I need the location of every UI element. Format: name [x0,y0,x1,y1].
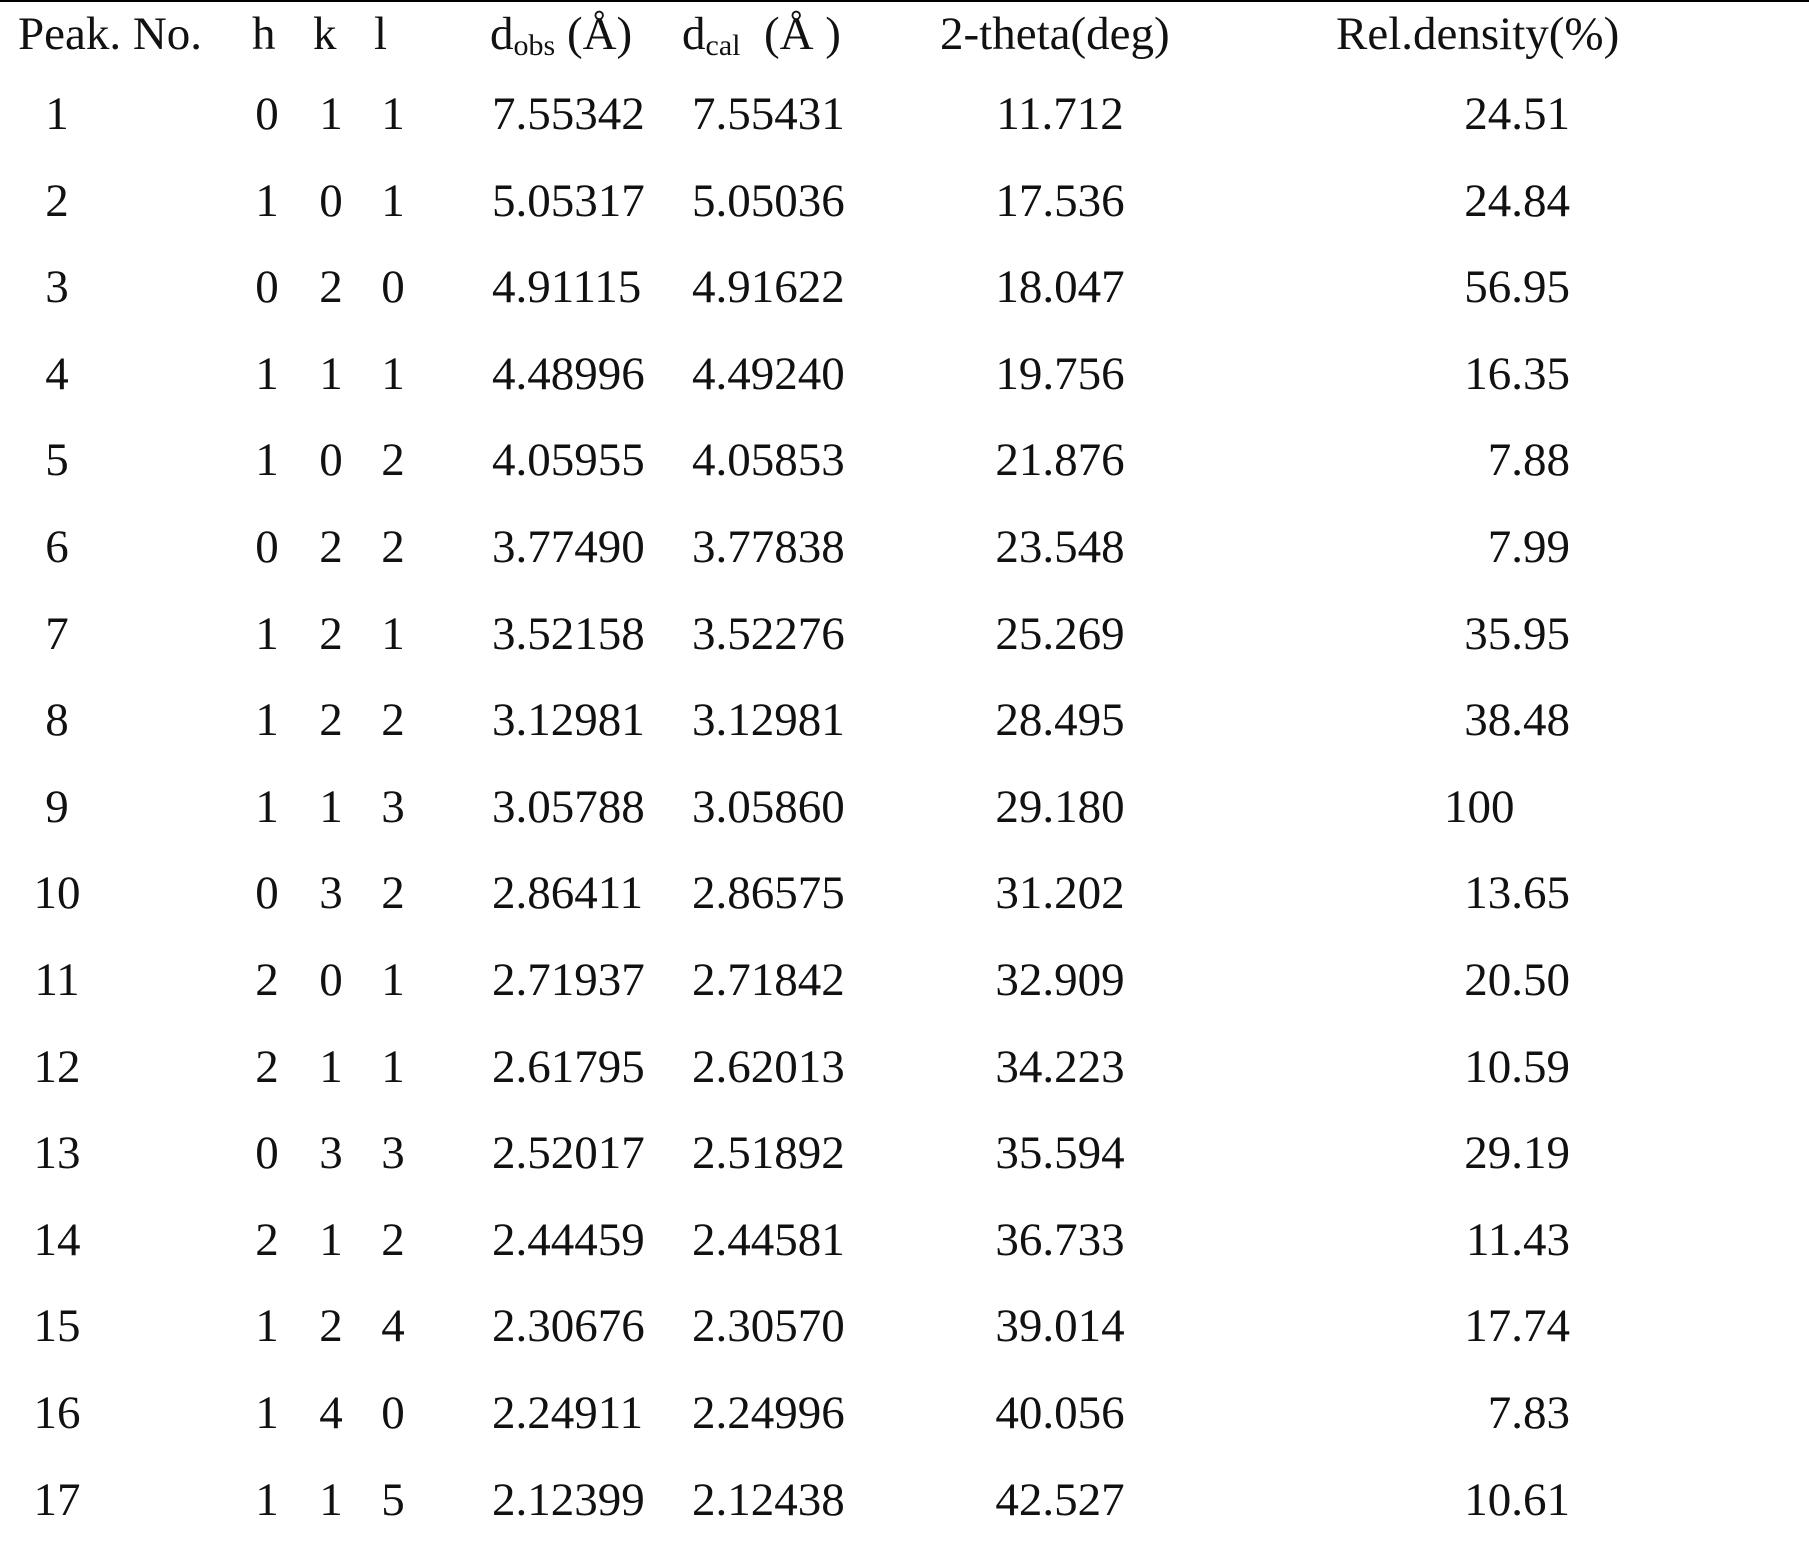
cell-two-theta: 11.712 [996,88,1124,140]
cell-l: 2 [381,867,405,920]
cell-l: 1 [381,88,405,140]
cell-h: 1 [255,1300,279,1353]
table-row [0,255,1809,335]
cell-h: 1 [255,174,279,227]
cell-d-cal: 2.30570 [692,1300,845,1353]
table-row [0,602,1809,682]
cell-l: 2 [381,521,405,573]
cell-h: 0 [255,867,279,920]
cell-two-theta: 36.733 [995,1213,1125,1266]
cell-l: 0 [381,1387,405,1439]
cell-l: 1 [381,1040,405,1093]
table-row [0,861,1809,941]
table-row [0,1294,1809,1374]
cell-k: 1 [319,88,343,140]
cell-peak-no: 13 [33,1127,81,1180]
cell-k: 0 [319,954,343,1006]
cell-k: 1 [319,1040,343,1093]
cell-rel-density: 100 [1444,780,1515,833]
cell-two-theta: 32.909 [995,954,1125,1006]
cell-h: 0 [255,88,279,140]
cell-l: 1 [381,607,405,660]
cell-peak-no: 14 [33,1213,81,1266]
cell-two-theta: 19.756 [995,347,1125,400]
header-dcal-main: d [682,8,706,60]
table-row [0,775,1809,855]
cell-two-theta: 21.876 [995,434,1125,487]
cell-d-cal: 4.49240 [692,347,845,400]
cell-d-obs: 5.05317 [492,174,645,227]
cell-l: 2 [381,694,405,747]
cell-d-obs: 2.52017 [492,1127,645,1180]
cell-peak-no: 4 [45,347,69,400]
cell-k: 2 [319,521,343,573]
cell-d-cal: 2.51892 [692,1127,845,1180]
cell-d-cal: 2.24996 [692,1387,845,1439]
table-row [0,688,1809,768]
header-dcal [682,2,841,66]
header-dobs-main: d [490,8,514,60]
cell-d-cal: 3.05860 [692,780,845,833]
cell-two-theta: 35.594 [995,1127,1125,1180]
cell-d-obs: 2.86411 [492,867,644,920]
cell-peak-no: 5 [45,434,69,487]
cell-h: 2 [255,954,279,1006]
cell-two-theta: 28.495 [995,694,1125,747]
cell-two-theta: 25.269 [995,607,1125,660]
cell-k: 1 [319,347,343,400]
cell-d-cal: 3.12981 [692,694,845,747]
header-dcal-sub: cal [705,29,741,62]
cell-d-cal: 2.86575 [692,867,845,920]
cell-k: 2 [319,607,343,660]
cell-d-obs: 2.71937 [492,954,645,1006]
header-dcal-unit: (Å ) [740,8,841,60]
cell-two-theta: 40.056 [995,1387,1125,1439]
cell-d-obs: 4.48996 [492,347,645,400]
table-row [0,1468,1809,1548]
cell-k: 0 [319,434,343,487]
cell-rel-density: 11.43 [1465,1213,1570,1266]
cell-d-obs: 3.52158 [492,607,645,660]
table-row [0,1381,1809,1461]
cell-peak-no: 6 [45,521,69,573]
cell-d-obs: 2.61795 [492,1040,645,1093]
cell-d-cal: 5.05036 [692,174,845,227]
cell-rel-density: 24.51 [1464,88,1570,140]
cell-d-cal: 3.52276 [692,607,845,660]
cell-d-obs: 4.05955 [492,434,645,487]
cell-d-cal: 4.05853 [692,434,845,487]
cell-peak-no: 3 [45,261,69,314]
cell-peak-no: 2 [45,174,69,227]
cell-rel-density: 17.74 [1464,1300,1570,1353]
cell-two-theta: 42.527 [995,1473,1125,1526]
cell-d-cal: 7.55431 [692,88,845,140]
cell-l: 1 [381,954,405,1006]
cell-d-cal: 2.44581 [692,1213,845,1266]
cell-h: 0 [255,1127,279,1180]
header-dobs-sub: obs [513,29,556,62]
cell-k: 1 [319,780,343,833]
cell-h: 0 [255,261,279,314]
table-row [0,948,1809,1028]
cell-h: 1 [255,780,279,833]
cell-two-theta: 29.180 [995,780,1125,833]
cell-rel-density: 16.35 [1464,347,1570,400]
cell-rel-density: 7.88 [1487,434,1570,487]
cell-rel-density: 7.99 [1487,521,1570,573]
header-rel-density: Rel.density(%) [1336,8,1620,60]
cell-l: 2 [381,1213,405,1266]
cell-k: 0 [319,174,343,227]
cell-k: 1 [319,1213,343,1266]
cell-h: 1 [255,1387,279,1439]
cell-h: 2 [255,1213,279,1266]
cell-rel-density: 20.50 [1464,954,1570,1006]
table-row [0,515,1809,595]
cell-d-obs: 3.77490 [492,521,645,573]
cell-rel-density: 29.19 [1464,1127,1570,1180]
cell-rel-density: 35.95 [1464,607,1570,660]
header-dobs [490,2,632,66]
cell-h: 1 [255,434,279,487]
cell-peak-no: 11 [34,954,80,1006]
cell-d-obs: 2.30676 [492,1300,645,1353]
cell-rel-density: 38.48 [1464,694,1570,747]
cell-rel-density: 56.95 [1464,261,1570,314]
cell-peak-no: 10 [33,867,81,920]
cell-l: 3 [381,780,405,833]
cell-rel-density: 10.61 [1464,1473,1570,1526]
cell-d-obs: 2.12399 [492,1473,645,1526]
cell-k: 2 [319,694,343,747]
header-dobs-unit: (Å) [555,8,633,60]
cell-h: 1 [255,694,279,747]
cell-l: 1 [381,347,405,400]
cell-two-theta: 17.536 [995,174,1125,227]
cell-l: 2 [381,434,405,487]
cell-peak-no: 17 [33,1473,81,1526]
cell-h: 1 [255,1473,279,1526]
cell-k: 3 [319,1127,343,1180]
cell-d-obs: 7.55342 [492,88,645,140]
cell-l: 3 [381,1127,405,1180]
cell-two-theta: 34.223 [995,1040,1125,1093]
cell-h: 1 [255,607,279,660]
cell-l: 5 [381,1473,405,1526]
cell-two-theta: 23.548 [995,521,1125,573]
header-h: h [252,8,276,60]
cell-peak-no: 9 [45,780,69,833]
cell-d-obs: 3.12981 [492,694,645,747]
table-row [0,342,1809,422]
cell-peak-no: 8 [45,694,69,747]
cell-d-obs: 3.05788 [492,780,645,833]
cell-two-theta: 31.202 [995,867,1125,920]
table-row [0,169,1809,249]
cell-k: 2 [319,261,343,314]
header-k: k [313,8,337,60]
cell-two-theta: 18.047 [995,261,1125,314]
table-row [0,82,1809,162]
cell-d-cal: 4.91622 [692,261,845,314]
cell-peak-no: 1 [45,88,69,140]
cell-l: 1 [381,174,405,227]
cell-d-obs: 2.44459 [492,1213,645,1266]
cell-peak-no: 12 [33,1040,81,1093]
cell-d-cal: 2.71842 [692,954,845,1006]
table-row [0,1035,1809,1115]
cell-l: 4 [381,1300,405,1353]
cell-h: 0 [255,521,279,573]
cell-h: 1 [255,347,279,400]
table-header [0,2,1809,82]
cell-rel-density: 7.83 [1487,1387,1570,1439]
cell-peak-no: 16 [33,1387,81,1439]
cell-k: 2 [319,1300,343,1353]
table-row [0,1208,1809,1288]
table-row [0,428,1809,508]
cell-k: 4 [319,1387,343,1439]
cell-rel-density: 10.59 [1464,1040,1570,1093]
header-l: l [374,8,388,60]
cell-d-obs: 4.91115 [492,261,642,314]
header-peak: Peak. No. [18,8,203,60]
cell-rel-density: 13.65 [1464,867,1570,920]
cell-d-cal: 2.62013 [692,1040,845,1093]
cell-l: 0 [381,261,405,314]
cell-peak-no: 15 [33,1300,81,1353]
cell-d-obs: 2.24911 [492,1387,644,1439]
cell-peak-no: 7 [45,607,69,660]
cell-two-theta: 39.014 [995,1300,1125,1353]
cell-d-cal: 3.77838 [692,521,845,573]
cell-d-cal: 2.12438 [692,1473,845,1526]
cell-rel-density: 24.84 [1464,174,1570,227]
cell-k: 1 [319,1473,343,1526]
cell-h: 2 [255,1040,279,1093]
table-row [0,1121,1809,1201]
cell-k: 3 [319,867,343,920]
header-two-theta: 2-theta(deg) [940,8,1170,60]
